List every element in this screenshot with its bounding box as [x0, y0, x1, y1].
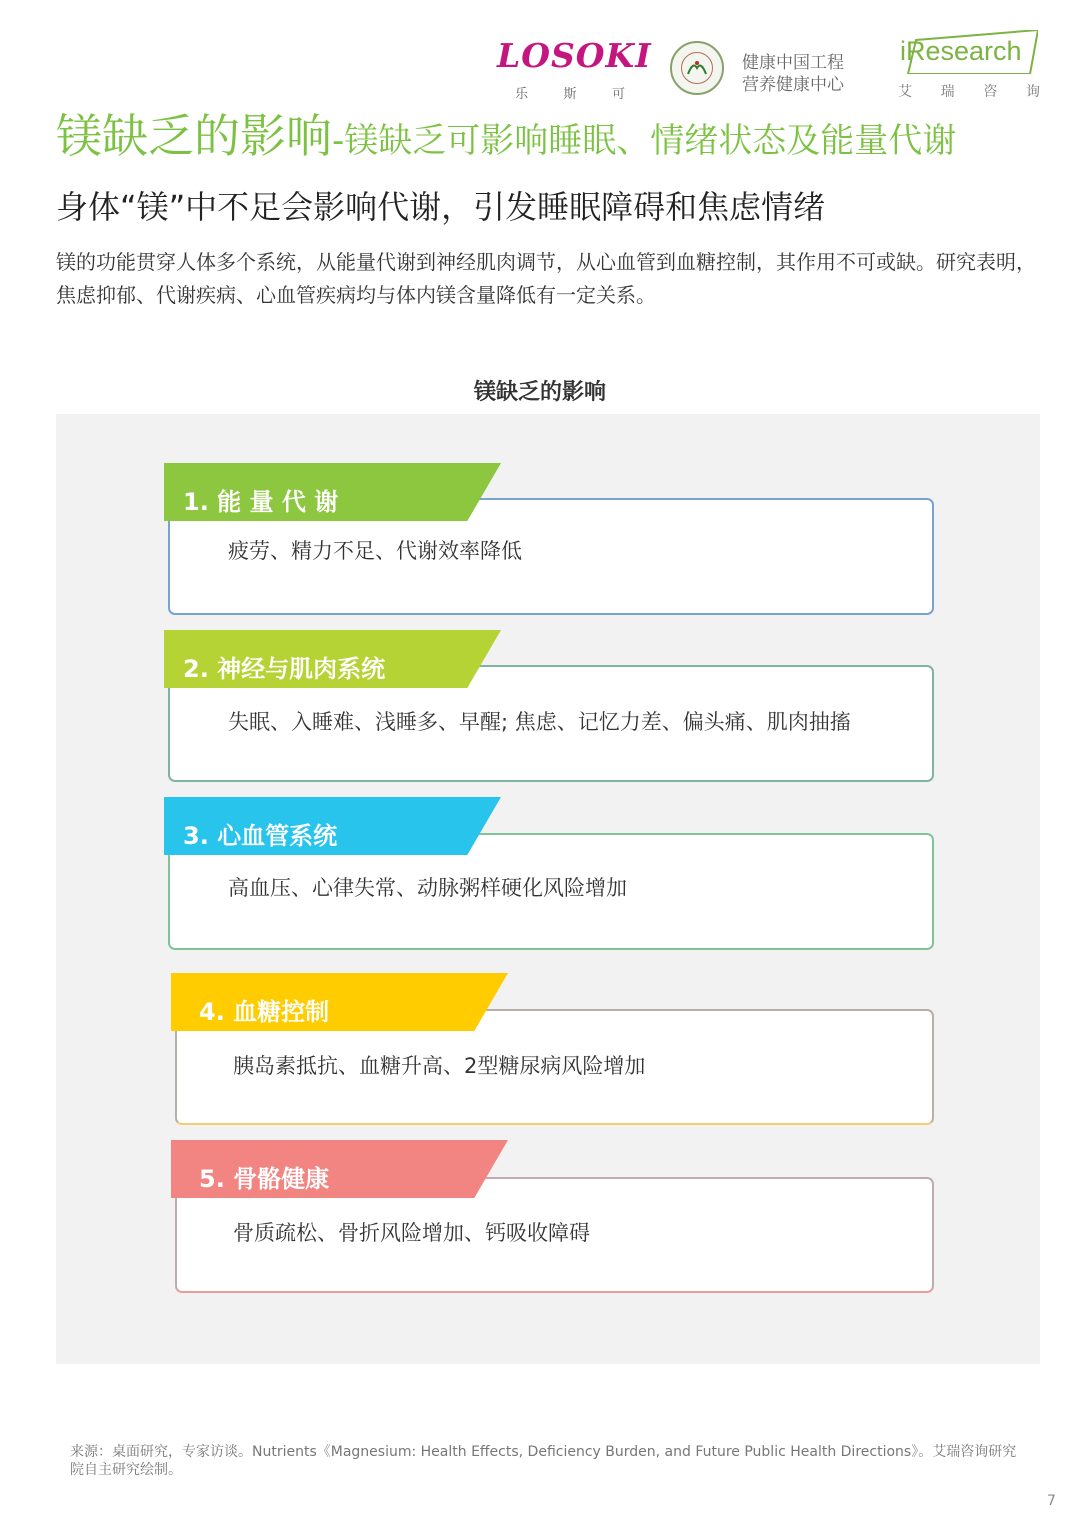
losoki-sub-char: 斯 — [563, 87, 577, 102]
page-title-secondary: -镁缺乏可影响睡眠、情绪状态及能量代谢 — [332, 121, 957, 161]
center-name-line2: 营养健康中心 — [742, 75, 844, 95]
center-name-line1: 健康中国工程 — [742, 53, 844, 73]
nutrition-center-seal-icon — [670, 41, 724, 95]
losoki-logo: LOSOKI — [497, 36, 652, 75]
iresearch-sub-char: 瑞 — [940, 84, 955, 100]
page-title — [56, 100, 956, 166]
section-heading: 镁缺乏的影响 — [473, 380, 606, 405]
losoki-sub-char: 乐 — [515, 87, 529, 102]
description-paragraph: 镁的功能贯穿人体多个系统，从能量代谢到神经肌肉调节，从心血管到血糖控制，其作用不可或缺。研究表明，焦虑抑郁、代谢疾病、心血管疾病均与体内镁含量降低有一定关系。 — [56, 250, 1036, 307]
iresearch-sub-char: 咨 — [983, 84, 998, 100]
page-title-main: 镁缺乏的影响 — [56, 109, 332, 163]
iresearch-logo: iResearch — [900, 36, 1022, 66]
impact-text-bone: 骨质疏松、骨折风险增加、钙吸收障碍 — [233, 1221, 590, 1245]
iresearch-sub-char: 艾 — [898, 84, 912, 100]
impact-label-bone: 5. 骨骼健康 — [199, 1165, 330, 1193]
impact-text-energy: 疲劳、精力不足、代谢效率降低 — [228, 539, 522, 563]
iresearch-sub-char: 询 — [1025, 84, 1040, 100]
losoki-sub-char: 可 — [611, 87, 625, 102]
source-note: 来源：桌面研究，专家访谈。Nutrients《Magnesium: Health Effects, Deficiency Burden, and Future Public Health Directions》。艾瑞咨询研究院自主研究绘制。 — [70, 1444, 1017, 1478]
impact-label-neuromuscular: 2. 神经与肌肉系统 — [183, 655, 386, 683]
impact-label-cardiovascular: 3. 心血管系统 — [183, 822, 338, 850]
page-number: 7 — [1047, 1493, 1056, 1509]
iresearch-logo-subtitle — [898, 81, 1040, 101]
impact-label-energy: 1. 能 量 代 谢 — [183, 488, 339, 516]
page-subtitle: 身体“镁”中不足会影响代谢，引发睡眠障碍和焦虑情绪 — [56, 188, 826, 226]
impact-text-neuromuscular: 失眠、入睡难、浅睡多、早醒; 焦虑、记忆力差、偏头痛、肌肉抽搐 — [228, 710, 851, 734]
impact-text-blood-sugar: 胰岛素抵抗、血糖升高、2型糖尿病风险增加 — [233, 1054, 646, 1078]
impact-text-cardiovascular: 高血压、心律失常、动脉粥样硬化风险增加 — [228, 876, 627, 900]
impact-label-blood-sugar: 4. 血糖控制 — [199, 998, 330, 1026]
